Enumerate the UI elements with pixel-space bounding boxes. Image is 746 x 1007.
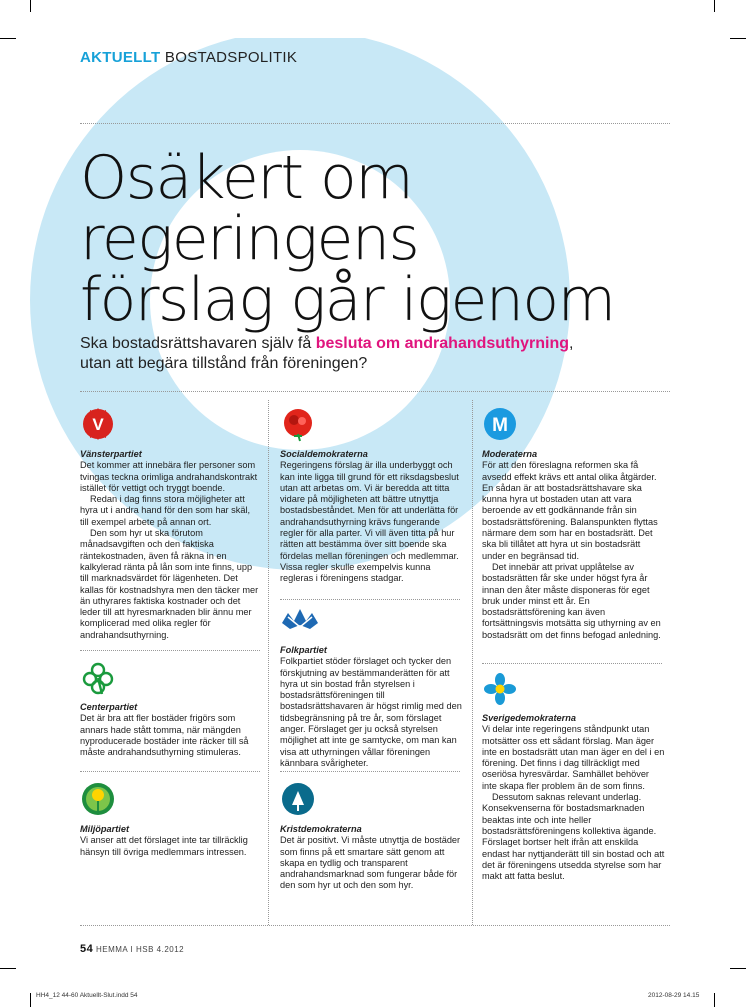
footer-text: HEMMA I HSB 4.2012 [95,945,185,954]
page-title [80,143,700,335]
header-section: BOSTADSPOLITIK [164,49,298,66]
party-kristdemokraterna [280,824,463,892]
column-divider [472,400,473,925]
slug-right: 2012-08-29 14.15 [648,992,700,999]
party-text: Vi anser att det förslaget inte tar tillräcklig hänsyn till övriga medlemmars intressen. [80,835,248,857]
divider [80,650,260,651]
crop-mark [730,38,746,39]
section-header [80,49,297,66]
divider [80,391,670,392]
party-socialdemokraterna [280,449,460,585]
svg-text:V: V [92,415,104,434]
party-text: Det kommer att innebära fler personer som tvingas teckna orimliga andrahandskontrakt istället för vettigt och tryggt boende. [80,460,258,493]
crop-mark [0,968,16,969]
divider [80,925,670,926]
crop-mark [30,0,31,12]
divider [280,771,460,772]
lead-comma: , [569,335,574,352]
crop-mark [730,968,746,969]
lead-line-2: utan att begära tillstånd från föreningen? [80,355,368,372]
folkpartiet-logo-icon [280,605,320,635]
party-centerpartiet [80,702,265,758]
divider [80,123,670,124]
party-text: Regeringens förslag är illa underbyggt och kan inte ligga till grund för ett riksdagsbeslut utan att arbetas om. Vi är beredda att titta vidare på möjligheten att bättre utnyttja bostadsbeståndet. Men för att underlätta för andrahandsuthyrning krävs fungerande regler för alla parter. Vi vill även titta på hur rätten att bestämma över sitt boende ska fördelas mellan föreningen och medlemmar. Vissa regler skulle exempelvis kunna regleras i föreningens stadgar. [280,460,459,584]
party-text: För att den föreslagna reformen ska få avsedd effekt krävs ett antal olika åtgärder. En sådan är att bostadsrättshavare ska kunna hyra ut bostaden utan att vara beroende av ett godkännande från sin bostadsrättsförening. Balanspunkten flyttas närmare dem som har en bostadsrätt. Det ska bli tillåtet att hyra ut sin bostadsrätt under en begränsad tid. [482,460,658,561]
crop-mark [30,993,31,1007]
header-kicker: AKTUELLT [80,49,161,66]
crop-mark [714,0,715,12]
page-number: 54 [80,943,94,955]
party-vansterpartiet [80,449,260,641]
socialdemokraterna-logo-icon [280,406,316,442]
title-line-1: Osäkert om regeringens [80,143,419,274]
column-divider [268,400,269,925]
divider [482,663,662,664]
lead-question [80,334,680,374]
party-folkpartiet [280,645,463,769]
party-text: Den som hyr ut ska förutom månadsavgiften och den faktiska räntekostnaden, även få räkna in en kalkylerad ränta på lån som inte finns, upp till marknadsvärdet för lägenheten. Det kallas för kostnadshyra men den täcker mer än uthyrares faktiska kostnader och det leder till att hyresmarknaden blir ännu mer komplicerad med olika regler för andrahandsuthyrning. [80,528,259,640]
divider [80,771,260,772]
miljopartiet-logo-icon [80,781,116,817]
page-footer [80,943,184,955]
party-name: Vänsterpartiet [80,449,142,459]
party-moderaterna [482,449,665,641]
party-text: Vi delar inte regeringens ståndpunkt utan motsätter oss ett sådant förslag. Man äger inte en bostadsrätt utan man äger en del i en förening. Det finns i dag tillräckligt med oseriösa hyresvärdar. Samhället behöver inte skapa fler problem än de som finns. [482,724,665,791]
party-name: Moderaterna [482,449,538,459]
kristdemokraterna-logo-icon [280,781,316,817]
divider [280,599,460,600]
party-text: Det innebär att privat upplåtelse av bostadsrätten får ske under högst fyra år innan den åter måste disponeras för eget bruk under minst ett år. En bostadsrättsförening kan även fortsättningsvis motsätta sig uthyrning av en bostadsrätt om det finns befogad anledning. [482,561,661,640]
party-text: Folkpartiet stöder förslaget och tycker den förskjutning av bestämmanderätten för att hyra ut sin bostad från styrelsen i bostadsrättsföreningen till bostadsrättshavaren är högst rimlig med den tidsbegränsning på tre år, som förslaget anger. Förslaget ger ju också styrelsen möjlighet att inte ge samtycke, om man kan visa att uthyrningen vållar föreningen kännbara svårigheter. [280,656,462,768]
moderaterna-logo-icon [482,406,518,442]
slug-left: HH4_12 44-60 Aktuellt-Slut.indd 54 [36,992,138,999]
party-text: Redan i dag finns stora möjligheter att hyra ut i andra hand för den som har skäl, till exempel arbete på annan ort. [80,494,251,527]
party-name: Kristdemokraterna [280,824,362,834]
party-sverigedemokraterna [482,713,665,882]
lead-text: Ska bostadsrättshavaren själv få [80,335,316,352]
crop-mark [0,38,16,39]
svg-text:M: M [492,415,508,436]
title-line-2: förslag går igenom [80,265,615,335]
lead-highlight: besluta om andrahandsuthyrning [315,335,570,352]
party-text: Det är bra att fler bostäder frigörs som annars hade stått tomma, när mängden nyproducerade bostäder inte räcker till så måste andrahandsuthyrning stimuleras. [80,713,249,758]
party-name: Sverigedemokraterna [482,713,576,723]
party-text: Det är positivt. Vi måste utnyttja de bostäder som finns på ett smartare sätt genom att skapa en tydlig och transparent andrahandsmarknad som fungerar både för den som hyr ut och den som hyr. [280,835,461,891]
party-miljopartiet [80,824,265,858]
party-name: Folkpartiet [280,645,327,655]
party-name: Socialdemokraterna [280,449,368,459]
party-name: Miljöpartiet [80,824,130,834]
crop-mark [714,993,715,1007]
party-text: Dessutom saknas relevant underlag. Konsekvenserna för bostadsmarknaden beaktas inte och inte heller bostadsrättsföreningens kollektiva ägande. Förslaget bortser helt ifrån att enskilda endast har nyttjanderätt till sin bostad och att det är föreningens utsedda styrelse som har makt att fatta beslut. [482,792,665,882]
vansterpartiet-logo-icon [80,406,116,442]
party-name: Centerpartiet [80,702,138,712]
centerpartiet-logo-icon [80,660,116,696]
sverigedemokraterna-logo-icon [482,671,518,707]
